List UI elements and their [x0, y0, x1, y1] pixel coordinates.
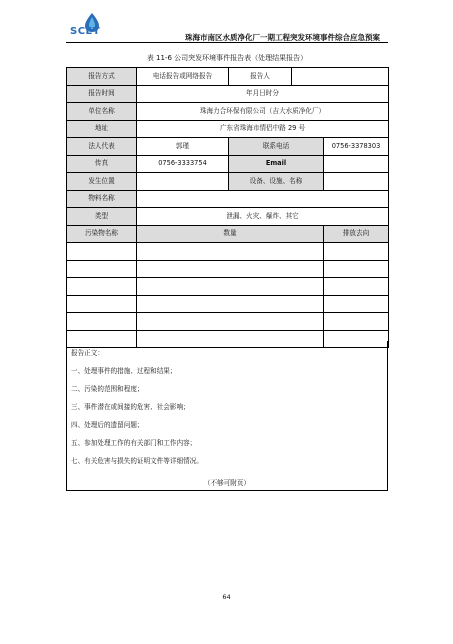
cell-value — [324, 243, 389, 261]
cell-label: 设备、设施、名称 — [229, 173, 324, 191]
cell-label: 报告方式 — [67, 68, 137, 86]
cell-value — [324, 260, 389, 278]
cell-label: 数量 — [137, 225, 324, 243]
report-footer-note: （不够可附页） — [203, 479, 251, 487]
cell-label: 类型 — [67, 208, 137, 226]
cell-value — [137, 173, 229, 191]
report-body-box — [66, 341, 388, 491]
cell-value — [67, 313, 137, 331]
incident-report-table — [66, 67, 389, 348]
cell-value: 0756-3378303 — [324, 138, 389, 156]
cell-label: 物料名称 — [67, 190, 137, 208]
table-row — [67, 295, 389, 313]
page-number: 64 — [222, 593, 231, 601]
cell-label: 地址 — [67, 120, 137, 138]
cell-value — [137, 190, 389, 208]
cell-value — [324, 173, 389, 191]
cell-value: 电话报告或网络报告 — [137, 68, 229, 86]
cell-label: 污染物名称 — [67, 225, 137, 243]
report-item: 二、污染的范围和程度； — [71, 385, 144, 393]
table-row — [67, 190, 389, 208]
cell-label: 报告时间 — [67, 85, 137, 103]
table-row — [67, 208, 389, 226]
cell-value: 郭瑾 — [137, 138, 229, 156]
document-header-title: 珠海市南区水质净化厂一期工程突发环境事件综合应急预案 — [185, 33, 380, 42]
cell-label: 传真 — [67, 155, 137, 173]
table-row — [67, 68, 389, 86]
cell-value — [67, 243, 137, 261]
cell-value — [67, 295, 137, 313]
table-row — [67, 260, 389, 278]
report-item: 一、处理事件的措施、过程和结果； — [71, 367, 177, 375]
cell-value: 年月日时分 — [137, 85, 389, 103]
table-row — [67, 278, 389, 296]
cell-value — [324, 295, 389, 313]
cell-label: 单位名称 — [67, 103, 137, 121]
cell-label: 排放去向 — [324, 225, 389, 243]
cell-value — [137, 260, 324, 278]
cell-label: 发生位置 — [67, 173, 137, 191]
cell-value: 泄漏、火灾、爆炸、其它 — [137, 208, 389, 226]
cell-value: 广东省珠海市情侣中路 29 号 — [137, 120, 389, 138]
table-caption: 表 11-6 公司突发环境事件报告表（处理结果报告） — [146, 54, 308, 62]
cell-value — [324, 313, 389, 331]
table-row — [67, 138, 389, 156]
report-item: 三、事件潜在或间接的危害、社会影响； — [71, 403, 190, 411]
header-divider — [66, 42, 388, 43]
table-row — [67, 120, 389, 138]
table-row — [67, 85, 389, 103]
cell-value — [67, 278, 137, 296]
logo-text: SCET — [70, 26, 101, 37]
cell-value — [137, 278, 324, 296]
table-row — [67, 173, 389, 191]
cell-value — [67, 260, 137, 278]
table-row — [67, 155, 389, 173]
report-heading: 报告正文： — [71, 349, 104, 357]
cell-label: 报告人 — [229, 68, 292, 86]
cell-value — [324, 155, 389, 173]
report-item: 七、有关危害与损失的证明文件等详细情况。 — [71, 457, 203, 465]
cell-value — [292, 68, 389, 86]
cell-value: 珠海力合环保有限公司（吉大水质净化厂） — [137, 103, 389, 121]
table-row — [67, 313, 389, 331]
cell-value — [137, 295, 324, 313]
cell-label: 法人代表 — [67, 138, 137, 156]
cell-label: 联系电话 — [229, 138, 324, 156]
cell-label: Email — [229, 155, 324, 173]
cell-value: 0756-3333754 — [137, 155, 229, 173]
table-row — [67, 225, 389, 243]
cell-value — [324, 278, 389, 296]
cell-value — [137, 243, 324, 261]
table-row — [67, 103, 389, 121]
table-row — [67, 243, 389, 261]
report-item: 五、参加处理工作的有关部门和工作内容； — [71, 439, 197, 447]
cell-value — [137, 313, 324, 331]
report-item: 四、处理后的遗留问题； — [71, 421, 144, 429]
